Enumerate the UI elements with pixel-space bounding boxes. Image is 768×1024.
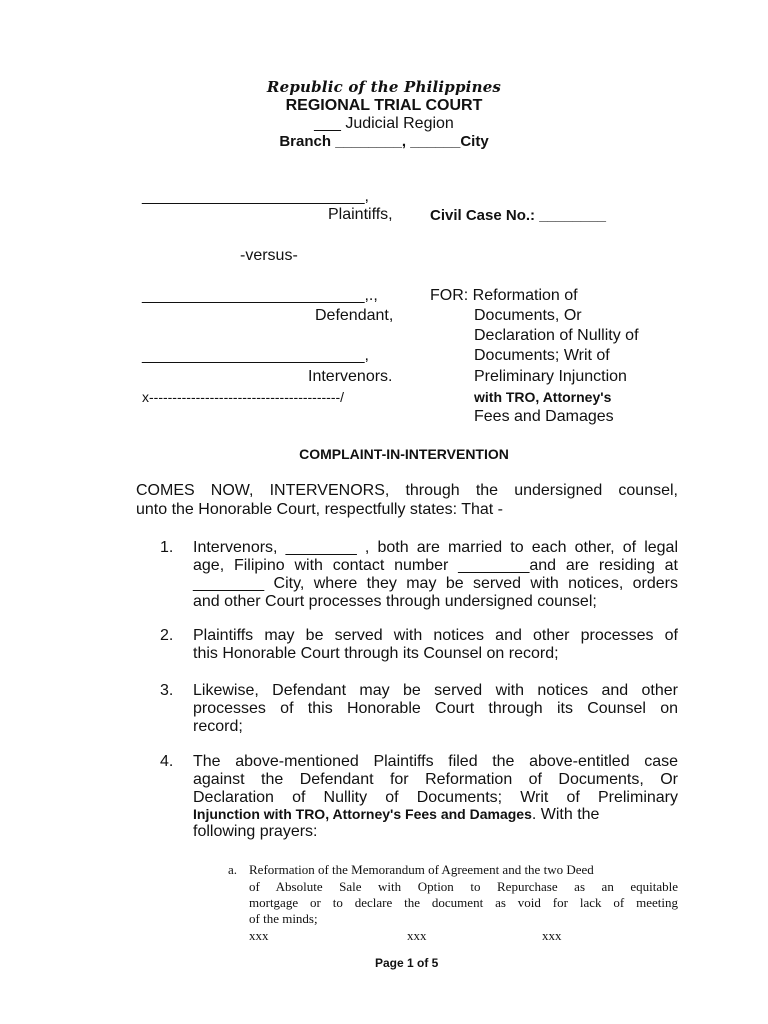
for-line-7: Fees and Damages xyxy=(474,408,614,425)
subitem-a-line-2: of Absolute Sale with Option to Repurchase as an equitable xyxy=(249,879,678,894)
item-4-after-bold: . With the xyxy=(531,806,600,823)
item-3-line-3: record; xyxy=(193,718,243,735)
item-1-line-2: age, Filipino with contact number ________and are residing at xyxy=(193,557,678,574)
for-line-2: Documents, Or xyxy=(474,307,582,324)
caption-separator: x-----------------------------------------/ xyxy=(142,389,345,405)
intro-line-1: COMES NOW, INTERVENORS, through the undersigned counsel, xyxy=(136,482,678,499)
subitem-a-line-4: of the minds; xyxy=(249,911,318,926)
republic-heading: Republic of the Philippines xyxy=(266,78,502,96)
intervenor-name-blank: _________________________, xyxy=(142,347,369,364)
xxx-marker-3: xxx xyxy=(542,928,562,943)
for-line-3: Declaration of Nullity of xyxy=(474,327,639,344)
xxx-marker-1: xxx xyxy=(249,928,269,943)
item-4-line-1: The above-mentioned Plaintiffs filed the above-entitled case xyxy=(193,753,678,770)
item-4-line-4 xyxy=(193,806,599,824)
item-2-line-1: Plaintiffs may be served with notices and other processes of xyxy=(193,627,678,644)
page-number: Page 1 of 5 xyxy=(375,956,439,970)
for-line-4: Documents; Writ of xyxy=(474,347,610,364)
region-heading: ___ Judicial Region xyxy=(314,115,454,132)
for-line-1: FOR: Reformation of xyxy=(430,287,578,304)
subitem-a-line-3: mortgage or to declare the document as void for lack of meeting xyxy=(249,895,678,910)
plaintiff-name-blank: _________________________, xyxy=(142,188,369,205)
item-1-line-3: ________ City, where they may be served with notices, orders xyxy=(193,575,678,592)
item-1-number: 1. xyxy=(160,539,174,556)
item-4-line-5: following prayers: xyxy=(193,823,318,840)
intro-line-2: unto the Honorable Court, respectfully states: That - xyxy=(136,501,504,518)
item-4-line-2: against the Defendant for Reformation of Documents, Or xyxy=(193,771,678,788)
subitem-a-line-1: Reformation of the Memorandum of Agreement and the two Deed xyxy=(249,862,594,877)
defendant-name-blank: _________________________,., xyxy=(142,287,378,304)
item-3-line-2: processes of this Honorable Court through its Counsel on xyxy=(193,700,678,717)
branch-heading: Branch ________, ______City xyxy=(279,133,489,150)
item-3-line-1: Likewise, Defendant may be served with notices and other xyxy=(193,682,678,699)
item-1-line-1: Intervenors, ________ , both are married to each other, of legal xyxy=(193,539,678,556)
item-1-line-4: and other Court processes through undersigned counsel; xyxy=(193,593,597,610)
item-2-line-2: this Honorable Court through its Counsel on record; xyxy=(193,645,559,662)
subitem-a-letter: a. xyxy=(228,862,238,877)
intervenors-label: Intervenors. xyxy=(308,368,393,385)
xxx-marker-2: xxx xyxy=(407,928,427,943)
item-4-number: 4. xyxy=(160,753,174,770)
for-line-6: with TRO, Attorney's xyxy=(474,389,612,405)
civil-case-number: Civil Case No.: ________ xyxy=(430,207,606,224)
document-title: COMPLAINT-IN-INTERVENTION xyxy=(299,446,509,462)
for-line-5: Preliminary Injunction xyxy=(474,368,627,385)
court-heading: REGIONAL TRIAL COURT xyxy=(285,97,483,114)
plaintiffs-label: Plaintiffs, xyxy=(328,206,393,223)
item-4-line-3: Declaration of Nullity of Documents; Writ of Preliminary xyxy=(193,789,678,806)
item-2-number: 2. xyxy=(160,627,174,644)
defendant-label: Defendant, xyxy=(315,307,394,324)
item-3-number: 3. xyxy=(160,682,174,699)
versus-label: -versus- xyxy=(240,247,298,264)
item-4-bold-phrase: Injunction with TRO, Attorney's Fees and Damages xyxy=(193,806,532,822)
